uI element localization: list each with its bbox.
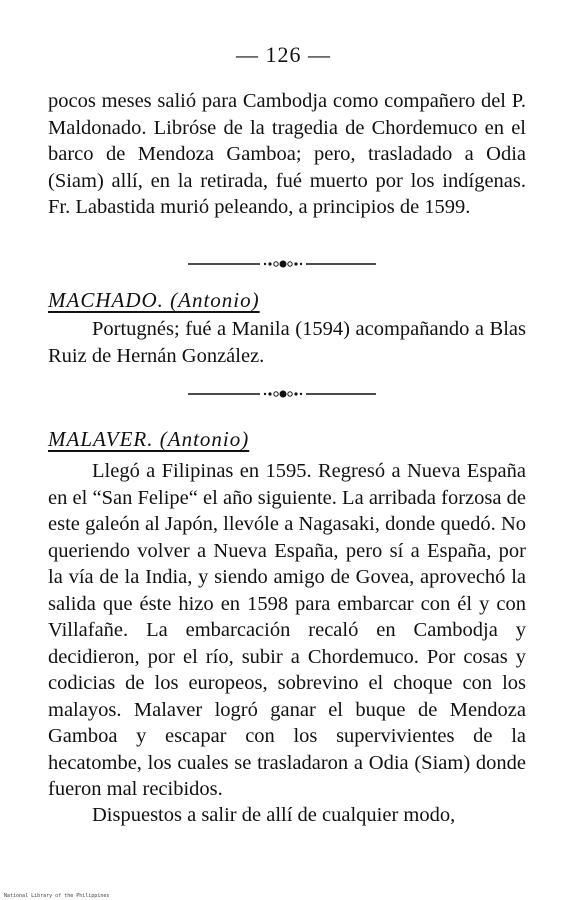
section-divider-ornament <box>188 389 376 399</box>
heading-machado: MACHADO. (Antonio) <box>48 288 260 312</box>
paragraph-malaver-2: Dispuestos a salir de allí de cualquier modo, <box>92 804 456 826</box>
paragraph-malaver-1: Llegó a Filipinas en 1595. Regresó a Nueva España en el “San Felipe“ el año siguiente. La arribada forzosa de este galeón al Japón, llevóle a Nagasaki, donde quedó. No queriendo volver a Nueva España, pero sí a España, por la vía de la India, y siendo amigo de Govea, aprovechó la salida que éste hizo en 1598 para embarcar con él y con Villafañe. La embarcación recaló en Cambodja y decidieron, por el río, subir a Chordemuco. Por cosas y codicias de los europeos, sobrevino el choque con los malayos. Malaver logró ganar el buque de Mendoza Gamboa y escapar con los supervivientes de la hecatombe, los cuales se trasladaron a Odia (Siam) donde fueron mal recibidos. <box>48 460 526 800</box>
heading-malaver: MALAVER. (Antonio) <box>48 427 250 451</box>
library-watermark: National Library of the Philippines <box>4 893 110 899</box>
paragraph-machado: Portugnés; fué a Manila (1594) acompañando a Blas Ruiz de Hernán González. <box>48 318 526 367</box>
section-divider-ornament <box>188 259 376 269</box>
page-number: — 126 — <box>236 42 331 67</box>
paragraph-intro: pocos meses salió para Cambodja como compañero del P. Maldonado. Libróse de la tragedia de Chordemuco en el barco de Mendoza Gamboa; pero, trasladado a Odia (Siam) allí, en la retirada, fué muerto por los indígenas. Fr. Labastida murió peleando, a principios de 1599. <box>48 90 526 218</box>
